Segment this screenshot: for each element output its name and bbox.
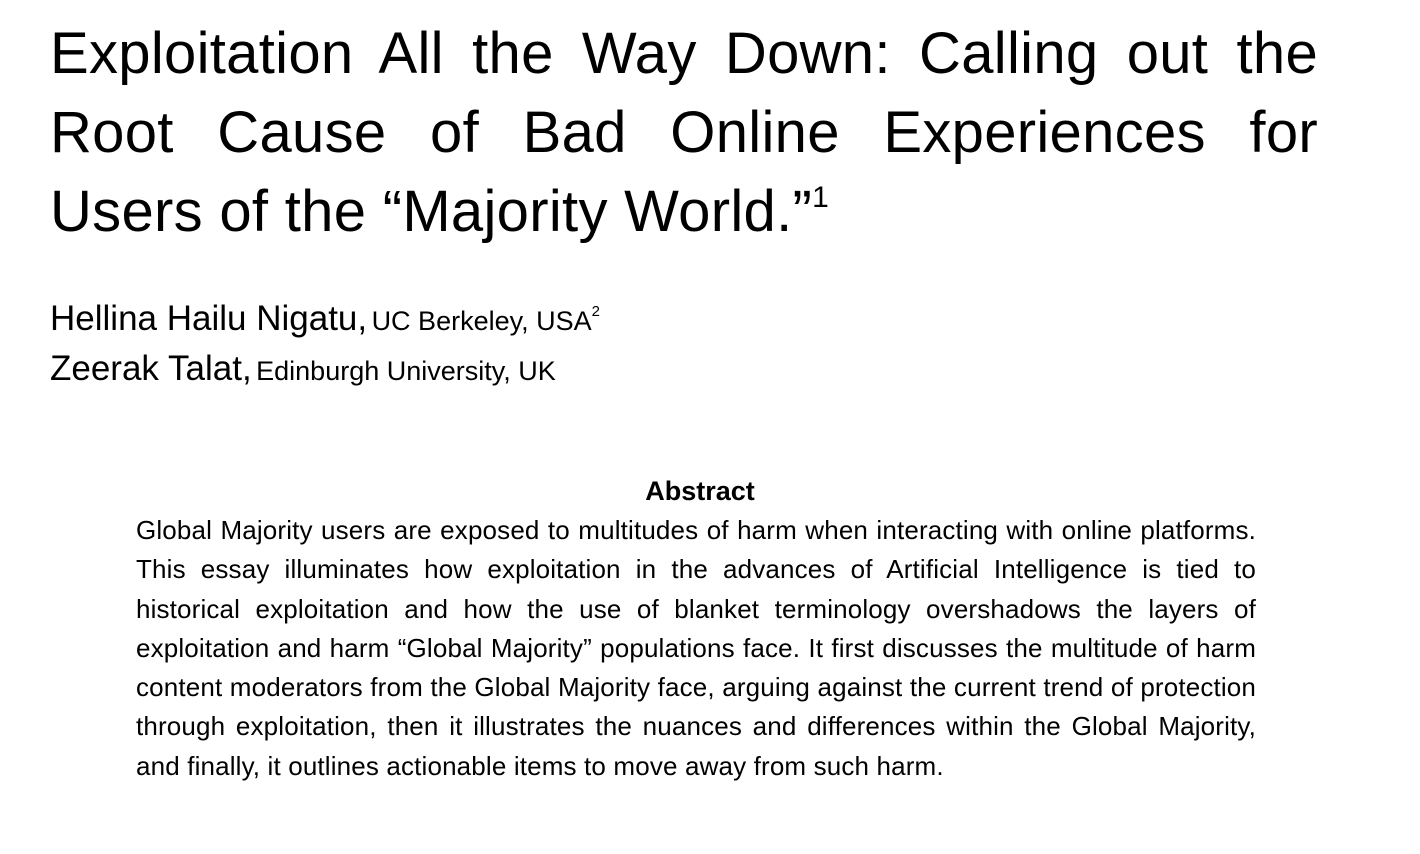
abstract-body: Global Majority users are exposed to multitudes of harm when interacting with online platforms. This essay illuminates how exploitation in the advances of Artificial Intelligence is tied to historical exploitation and how the use of blanket terminology overshadows the layers of exploitation and harm “Global Majority” populations face. It first discusses the multitude of harm content moderators from the Global Majority face, arguing against the current trend of protection through exploitation, then it illustrates the nuances and differences within the Global Majority, and finally, it outlines actionable items to move away from such harm. <box>136 515 1256 781</box>
paper-title <box>50 14 1318 251</box>
title-footnote-marker: 1 <box>812 181 830 214</box>
author-affiliation: Edinburgh University, UK <box>256 356 556 386</box>
author-affiliation: UC Berkeley, USA <box>371 306 592 336</box>
author-name: Hellina Hailu Nigatu, <box>50 299 368 338</box>
abstract-section <box>136 471 1256 786</box>
author-entry <box>50 344 600 394</box>
author-name: Zeerak Talat, <box>50 349 252 388</box>
author-entry <box>50 294 600 344</box>
paper-title-text: Exploitation All the Way Down: Calling out the Root Cause of Bad Online Experiences for Users of the “Majority World.” <box>50 21 1318 244</box>
author-footnote-marker: 2 <box>591 303 600 320</box>
abstract-heading: Abstract <box>645 476 755 506</box>
author-list <box>50 294 600 394</box>
